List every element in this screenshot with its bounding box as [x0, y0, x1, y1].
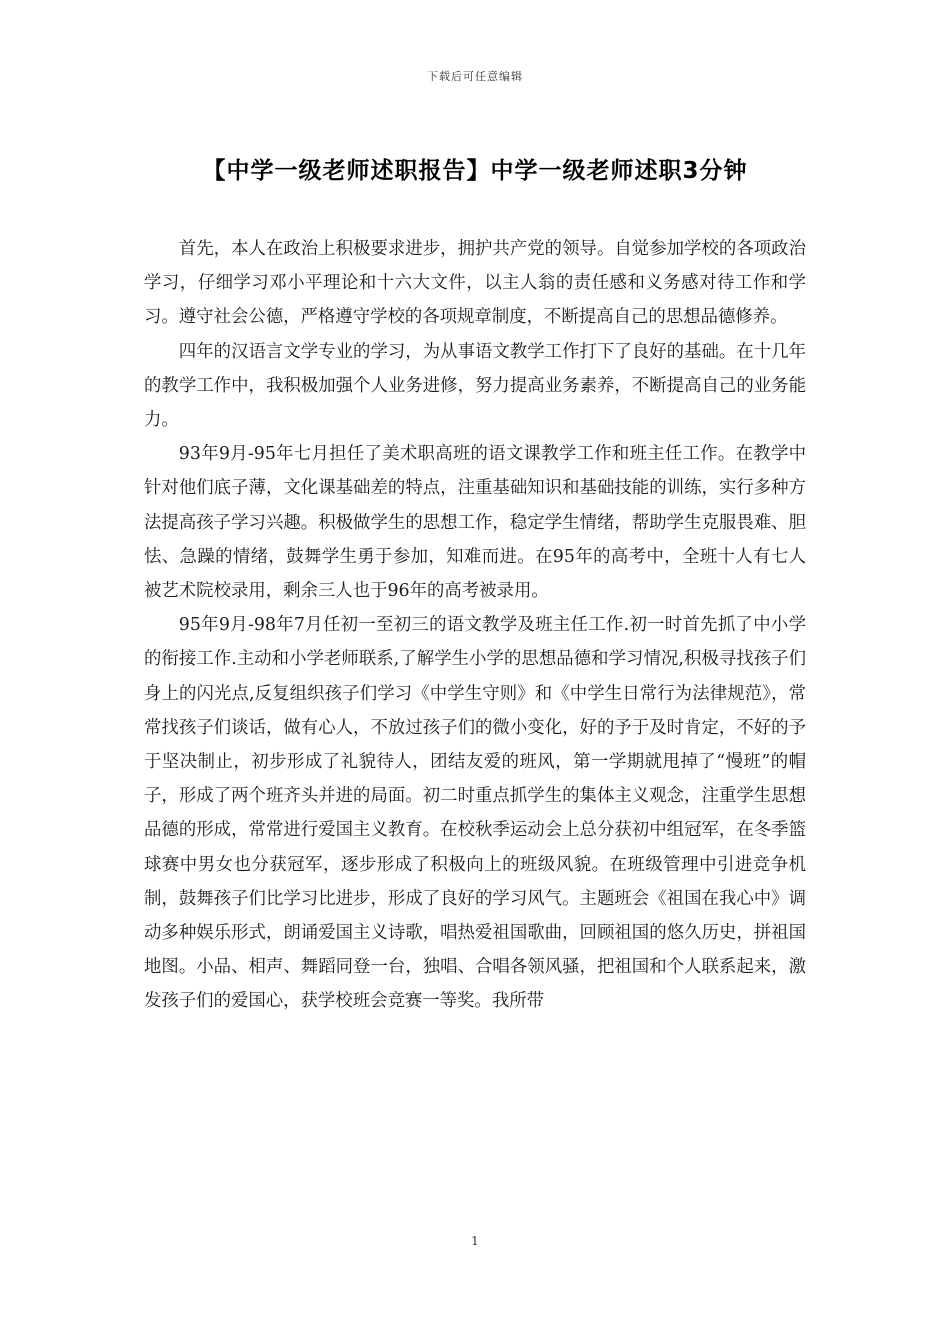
page-header-note: 下载后可任意编辑 [427, 70, 523, 83]
page-number: 1 [471, 1234, 479, 1248]
paragraph-1995-1998: 95年9月-98年7月任初一至初三的语文教学及班主任工作.初一时首先抓了中小学的衔接工作.主动和小学老师联系,了解学生小学的思想品德和学习情况,积极寻找孩子们身上的闪光点,反复组织孩子们学习《中学生守则》和《中学生日常行为法律规范》，常常找孩子们谈话，做有心人，不放过孩子们的微小变化，好的予于及时肯定，不好的予于坚决制止，初步形成了礼貌待人，团结友爱的班风，第一学期就甩掉了“慢班”的帽子，形成了两个班齐头并进的局面。初二时重点抓学生的集体主义观念，注重学生思想品德的形成，常常进行爱国主义教育。在校秋季运动会上总分获初中组冠军，在冬季篮球赛中男女也分获冠军，逐步形成了积极向上的班级风貌。在班级管理中引进竞争机制，鼓舞孩子们比学习比进步，形成了良好的学习风气。主题班会《祖国在我心中》调动多种娱乐形式，朗诵爱国主义诗歌，唱热爱祖国歌曲，回顾祖国的悠久历史，拼祖国地图。小品、相声、舞蹈同登一台，独唱、合唱各领风骚，把祖国和个人联系起来，激发孩子们的爱国心，获学校班会竞赛一等奖。我所带 [144, 615, 806, 1012]
document-title: 【中学一级老师述职报告】中学一级老师述职3分钟 [202, 158, 748, 184]
document-body [144, 232, 806, 1019]
paragraph-education: 四年的汉语言文学专业的学习，为从事语文教学工作打下了良好的基础。在十几年的教学工作中，我积极加强个人业务进修，努力提高业务素养，不断提高自己的业务能力。 [144, 341, 806, 431]
paragraph-political: 首先，本人在政治上积极要求进步，拥护共产党的领导。自觉参加学校的各项政治学习，仔细学习邓小平理论和十六大文件，以主人翁的责任感和义务感对待工作和学习。遵守社会公德，严格遵守学校的各项规章制度，不断提高自己的思想品德修养。 [144, 239, 806, 328]
paragraph-1993-1995: 93年9月-95年七月担任了美术职高班的语文课教学工作和班主任工作。在教学中针对他们底子薄，文化课基础差的特点，注重基础知识和基础技能的训练，实行多种方法提高孩子学习兴趣。积极做学生的思想工作，稳定学生情绪，帮助学生克服畏难、胆怯、急躁的情绪，鼓舞学生勇于参加，知难而进。在95年的高考中，全班十人有七人被艺术院校录用，剩余三人也于96年的高考被录用。 [144, 444, 806, 602]
